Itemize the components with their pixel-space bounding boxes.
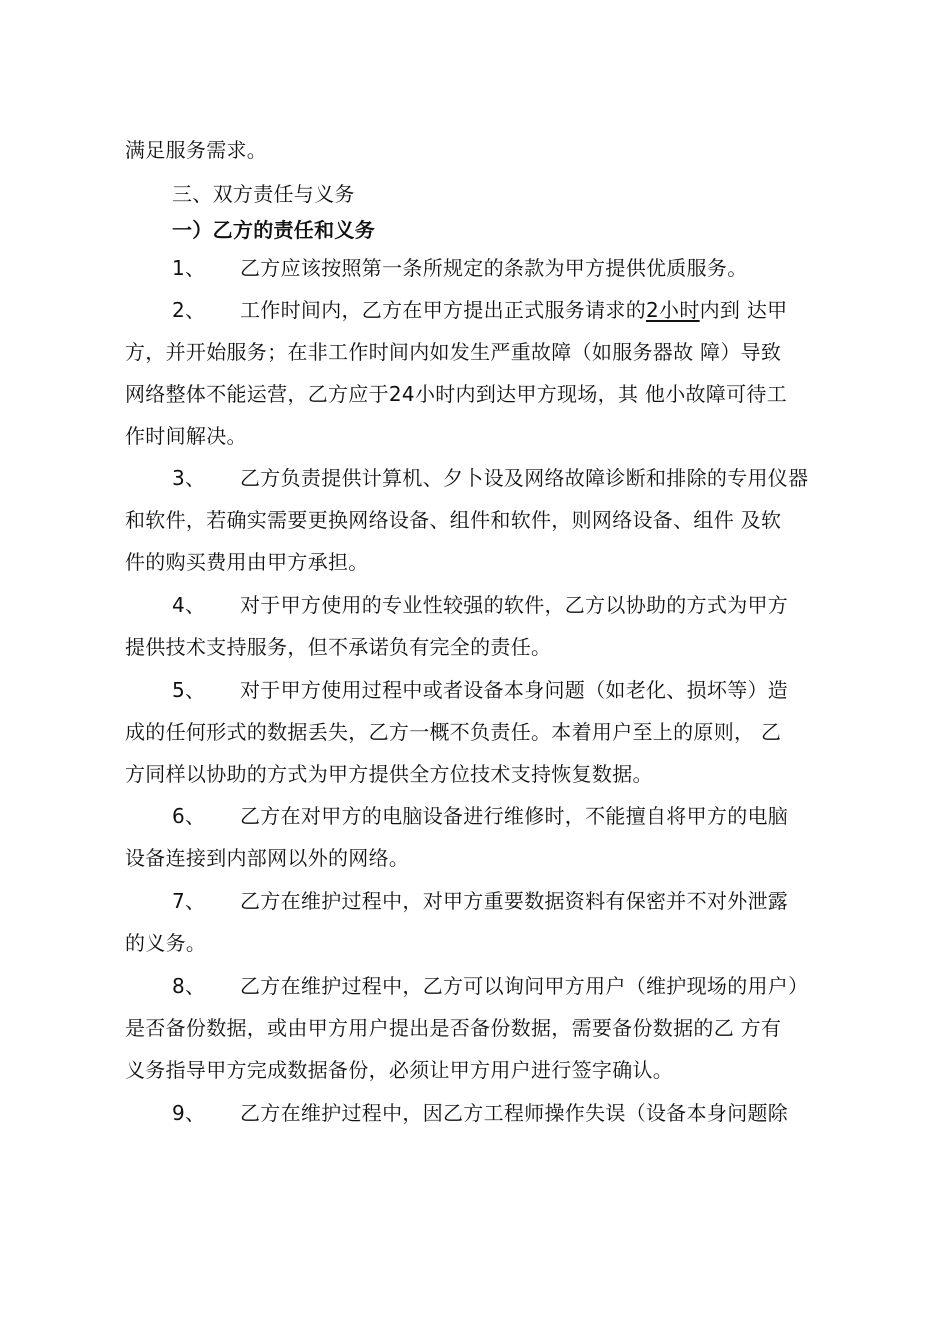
list-item-6: 6、 乙方在对甲方的电脑设备进行维修时，不能擅自将甲方的电脑: [172, 804, 789, 828]
section-heading: 三、双方责任与义务: [172, 182, 355, 206]
paragraph-line: 件的购买费用由甲方承担。: [125, 550, 369, 574]
item-number: 7、: [172, 889, 206, 913]
list-item-7: 7、 乙方在维护过程中，对甲方重要数据资料有保密并不对外泄露: [172, 889, 789, 913]
list-item-2: 2、 工作时间内，乙方在甲方提出正式服务请求的2小时内到 达甲: [172, 298, 788, 322]
paragraph-line: 义务指导甲方完成数据备份，必须让甲方用户进行签字确认。: [125, 1058, 674, 1082]
item-number: 6、: [172, 804, 206, 828]
item-number: 4、: [172, 593, 206, 617]
list-item-3: 3、 乙方负责提供计算机、夕卜设及网络故障诊断和排除的专用仪器: [172, 466, 809, 490]
paragraph-line: 成的任何形式的数据丢失，乙方一概不负责任。本着用户至上的原则， 乙: [125, 720, 782, 744]
paragraph-line: 的义务。: [125, 931, 207, 955]
item-number: 9、: [172, 1101, 206, 1125]
paragraph-line: 网络整体不能运营，乙方应于24小时内到达甲方现场，其 他小故障可待工: [125, 382, 788, 406]
paragraph-line: 作时间解决。: [125, 424, 247, 448]
list-item-1: [172, 254, 748, 282]
list-item-5: 5、 对于甲方使用过程中或者设备本身问题（如老化、损坏等）造: [172, 678, 789, 702]
item-number: 8、: [172, 974, 206, 998]
underlined-duration: 2小时: [646, 298, 700, 322]
paragraph-line: 方同样以协助的方式为甲方提供全方位技术支持恢复数据。: [125, 762, 653, 786]
paragraph-line: 设备连接到内部网以外的网络。: [125, 846, 410, 870]
paragraph-line: 提供技术支持服务，但不承诺负有完全的责任。: [125, 635, 552, 659]
paragraph-line: 和软件，若确实需要更换网络设备、组件和软件，则网络设备、组件 及软: [125, 508, 782, 532]
item-number: 2、: [172, 298, 206, 322]
paragraph-line: 是否备份数据，或由甲方用户提出是否备份数据，需要备份数据的乙 方有: [125, 1016, 782, 1040]
item-number: 1、: [172, 256, 206, 280]
list-item-8: 8、 乙方在维护过程中，乙方可以询问甲方用户（维护现场的用户）: [172, 974, 809, 998]
item-number: 3、: [172, 466, 206, 490]
list-item-9: 9、 乙方在维护过程中，因乙方工程师操作失误（设备本身问题除: [172, 1101, 789, 1125]
paragraph-line: 满足服务需求。: [125, 138, 268, 162]
paragraph-line: 方，并开始服务；在非工作时间内如发生严重故障（如服务器故 障）导致: [125, 340, 782, 364]
item-text: 乙方应该按照第一条所规定的条款为甲方提供优质服务。: [240, 256, 748, 280]
subsection-heading: 一）乙方的责任和义务: [172, 218, 375, 242]
item-number: 5、: [172, 678, 206, 702]
list-item-4: 4、 对于甲方使用的专业性较强的软件，乙方以协助的方式为甲方: [172, 593, 789, 617]
